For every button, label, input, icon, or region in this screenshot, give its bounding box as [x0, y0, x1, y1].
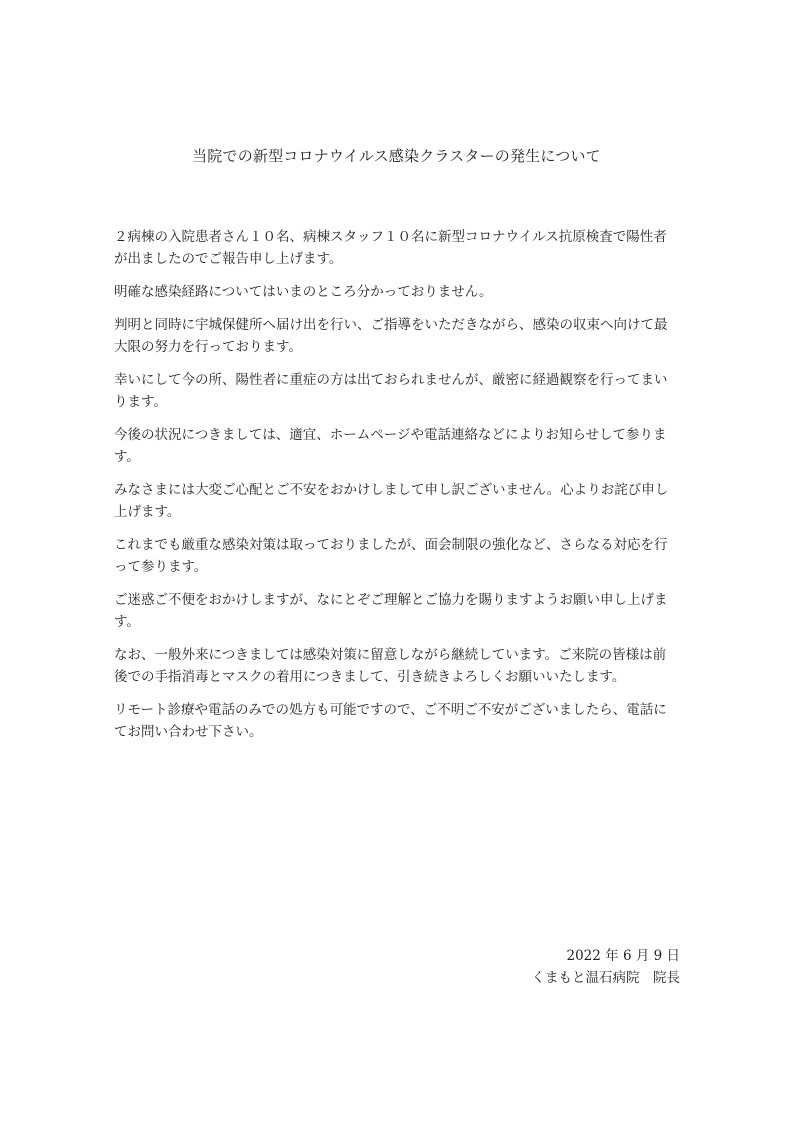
paragraph-8: ご迷惑ご不便をおかけしますが、なにとぞご理解とご協力を賜りますようお願い申し上げます。 [114, 592, 668, 630]
paragraph-4: 幸いにして今の所、陽性者に重症の方は出ておられませんが、厳密に経過観察を行ってまいります。 [114, 372, 668, 410]
signature-date: 2022 年 6 月 9 日 [566, 948, 680, 964]
paragraph-7: これまでも厳重な感染対策は取っておりましたが、面会制限の強化など、さらなる対応を行って参ります。 [114, 537, 668, 575]
paragraph-1: ２病棟の入院患者さん１０名、病棟スタッフ１０名に新型コロナウイルス抗原検査で陽性者が出ましたのでご報告申し上げます。 [114, 229, 667, 267]
paragraph-6: みなさまには大変ご心配とご不安をおかけしまして申し訳ございません。心よりお詫び申し上げます。 [114, 482, 669, 520]
paragraph-3: 判明と同時に宇城保健所へ届け出を行い、ご指導をいただきながら、感染の収束へ向けて最大限の努力を行っております。 [114, 317, 668, 355]
paragraph-10: リモート診療や電話のみでの処方も可能ですので、ご不明ご不安がございましたら、電話にてお問い合わせ下さい。 [114, 702, 667, 740]
document-body [114, 226, 678, 754]
paragraph-5: 今後の状況につきましては、適宜、ホームページや電話連絡などによりお知らせして参ります。 [114, 427, 667, 465]
paragraph-2: 明確な感染経路についてはいまのところ分かっておりません。 [114, 284, 493, 300]
signature-block [532, 945, 681, 989]
paragraph-9: なお、一般外来につきましては感染対策に留意しながら継続しています。ご来院の皆様は前後での手指消毒とマスクの着用につきまして、引き続きよろしくお願いいたします。 [114, 647, 667, 685]
signature-author: くまもと温石病院 院長 [531, 970, 680, 986]
document-title: 当院での新型コロナウイルス感染クラスターの発生について [192, 147, 601, 165]
